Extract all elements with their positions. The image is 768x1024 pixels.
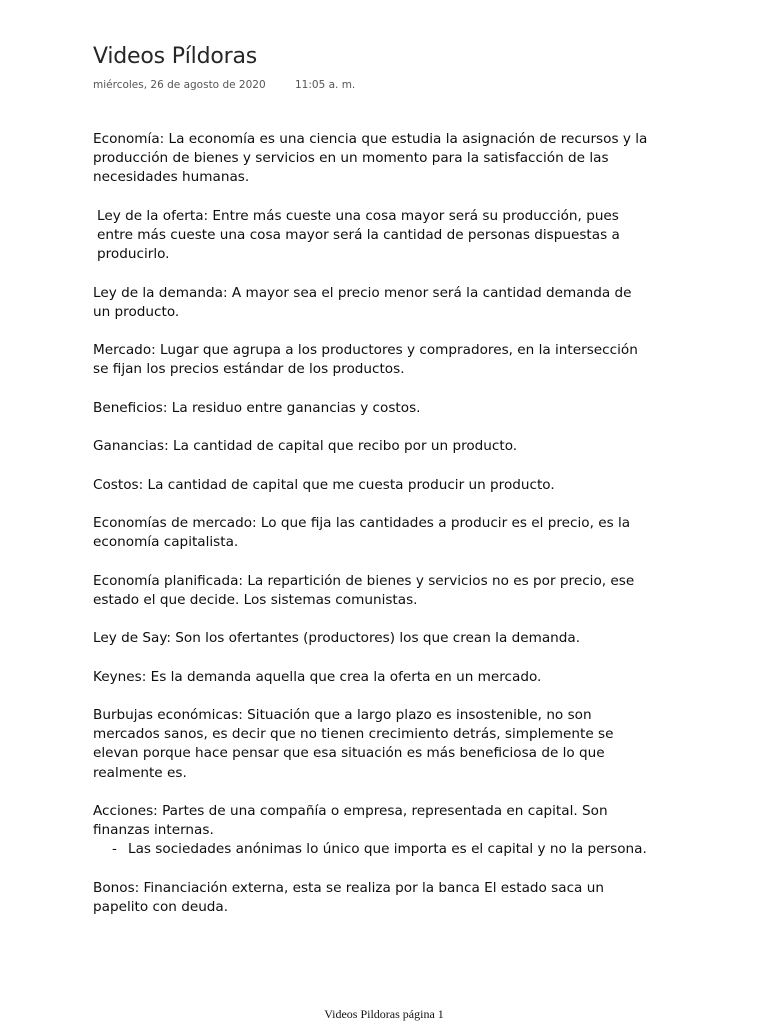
page-title: Videos Píldoras [93, 44, 257, 69]
paragraph-ley-say: Ley de Say: Son los ofertantes (productores) los que crean la demanda. [93, 630, 581, 647]
bullet-marker: - [112, 841, 117, 858]
note-body [93, 130, 653, 936]
paragraph-economia-planificada: Economía planificada: La repartición de bienes y servicios no es por precio, ese estado el que decide. Los sistemas comunistas. [93, 572, 635, 608]
paragraph-costos: Costos: La cantidad de capital que me cuesta producir un producto. [93, 476, 555, 493]
paragraph-ley-demanda: Ley de la demanda: A mayor sea el precio menor será la cantidad demanda de un producto. [93, 284, 632, 320]
paragraph-keynes: Keynes: Es la demanda aquella que crea la oferta en un mercado. [93, 668, 542, 685]
paragraph-economia: Economía: La economía es una ciencia que estudia la asignación de recursos y la producción de bienes y servicios en un momento para la satisfacción de las necesidades humanas. [93, 131, 648, 186]
page-date: miércoles, 26 de agosto de 2020 [93, 79, 266, 91]
paragraph-burbujas: Burbujas económicas: Situación que a largo plazo es insostenible, no son mercados sanos, es decir que no tienen crecimiento detrás, simplemente se elevan porque hace pensar que esa situación es más beneficiosa de lo que realmente es. [93, 706, 614, 781]
paragraph-ley-oferta: Ley de la oferta: Entre más cueste una cosa mayor será su producción, pues entre más cueste una cosa mayor será la cantidad de personas dispuestas a producirlo. [97, 207, 620, 263]
paragraph-mercado: Mercado: Lugar que agrupa a los productores y compradores, en la intersección se fijan los precios estándar de los productos. [93, 342, 638, 378]
paragraph-ganancias: Ganancias: La cantidad de capital que recibo por un producto. [93, 438, 518, 455]
paragraph-beneficios: Beneficios: La residuo entre ganancias y costos. [93, 399, 421, 416]
page-time: 11:05 a. m. [294, 79, 356, 91]
paragraph-bonos: Bonos: Financiación externa, esta se realiza por la banca El estado saca un papelito con deuda. [93, 879, 604, 915]
paragraph-economias-mercado: Economías de mercado: Lo que fija las cantidades a producir es el precio, es la economía capitalista. [93, 514, 631, 551]
paragraph-acciones: Acciones: Partes de una compañía o empresa, representada en capital. Son finanzas internas. [93, 802, 608, 839]
bullet-item [93, 840, 653, 859]
bullet-text: Las sociedades anónimas lo único que importa es el capital y no la persona. [128, 841, 647, 858]
page-footer: Videos Pildoras página 1 [324, 1007, 444, 1021]
page-meta [93, 79, 355, 91]
